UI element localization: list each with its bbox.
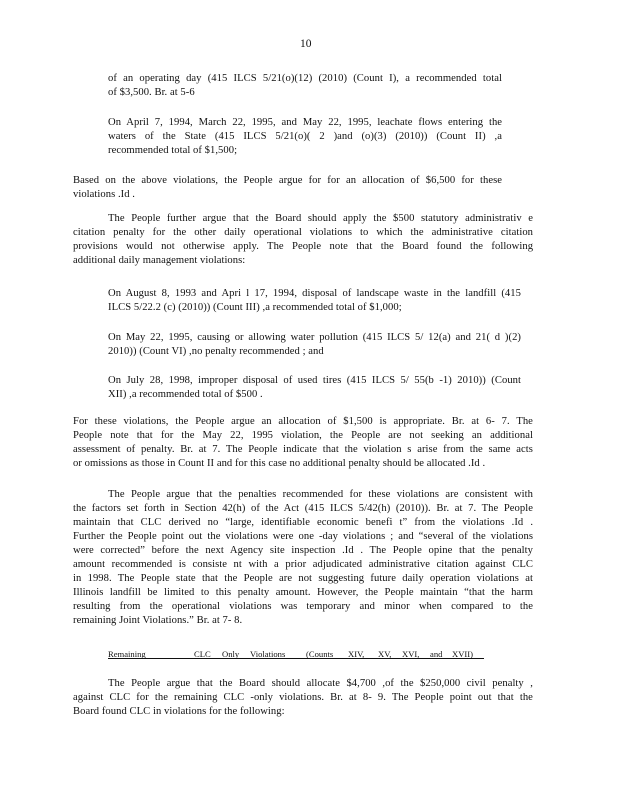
heading-word: XIV, xyxy=(348,649,365,659)
heading-word: XVI, xyxy=(402,649,420,659)
text-line: against CLC for the remaining CLC -only violations. Br. at 8- 9. The People point out that the xyxy=(73,692,533,703)
text-line: On April 7, 1994, March 22, 1995, and May 22, 1995, leachate flows entering the xyxy=(108,117,503,128)
text-line: violations .Id . xyxy=(73,189,136,200)
text-line: amount recommended is consiste nt with a prior adjudicated administrative citation against CLC xyxy=(73,559,533,570)
text-line: The People argue that the penalties recommended for these violations are consistent with xyxy=(108,489,534,500)
text-line: ILCS 5/22.2 (c) (2010)) (Count III) ,a recommended total of $1,000; xyxy=(108,302,402,313)
text-line: Based on the above violations, the People argue for for an allocation of $6,500 for these xyxy=(73,175,503,186)
heading-word: CLC xyxy=(194,649,211,659)
text-line: the factors set forth in Section 42(h) of the Act (415 ILCS 5/42(h) (2010)). Br. at 7. The People xyxy=(73,503,533,514)
heading-word: Violations xyxy=(250,649,286,659)
text-line: of $3,500. Br. at 5-6 xyxy=(108,87,195,98)
heading-word: and xyxy=(430,649,443,659)
text-line: remaining Joint Violations.” Br. at 7- 8. xyxy=(73,615,243,626)
text-line: waters of the State (415 ILCS 5/21(o)( 2 )and (o)(3) (2010)) (Count II) ,a xyxy=(108,131,502,142)
text-line: citation penalty for the other daily operational violations to which the administrative citation xyxy=(73,227,534,238)
text-line: of an operating day (415 ILCS 5/21(o)(12) (2010) (Count I), a recommended total xyxy=(108,73,502,84)
text-line: For these violations, the People argue an allocation of $1,500 is appropriate. Br. at 6- 7. The xyxy=(73,416,533,427)
text-line: Board found CLC in violations for the following: xyxy=(73,706,285,717)
page-number: 10 xyxy=(300,38,312,50)
text-line: were corrected” before the next Agency site inspection .Id . The People opine that the penalty xyxy=(73,545,533,556)
heading-word: XV, xyxy=(378,649,392,659)
text-line: On May 22, 1995, causing or allowing water pollution (415 ILCS 5/ 12(a) and 21( d )(2) xyxy=(108,332,521,343)
text-line: On July 28, 1998, improper disposal of used tires (415 ILCS 5/ 55(b -1) 2010)) (Count xyxy=(108,375,522,386)
text-line: assessment of penalty. Br. at 7. The People indicate that the violation s arise from the same acts xyxy=(73,444,533,455)
heading-underline xyxy=(108,658,484,659)
heading-word: (Counts xyxy=(306,649,334,659)
text-line: resulting from the operational violations was temporary and minor when compared to the xyxy=(73,601,534,612)
text-line: People note that for the May 22, 1995 violation, the People are not seeking an additional xyxy=(73,430,533,441)
text-line: additional daily management violations: xyxy=(73,255,246,266)
text-line: provisions would not otherwise apply. The People note that the Board found the following xyxy=(73,241,534,252)
heading-word: XVII) xyxy=(452,649,473,659)
text-line: The People further argue that the Board should apply the $500 statutory administrativ e xyxy=(108,213,533,224)
text-line: in 1998. The People state that the People are not suggesting future daily operation violations at xyxy=(73,573,533,584)
text-line: The People argue that the Board should allocate $4,700 ,of the $250,000 civil penalty , xyxy=(108,678,533,689)
text-line: Further the People point out the violations were one -day violations ; and “several of the violations xyxy=(73,531,534,542)
text-line: On August 8, 1993 and Apri l 17, 1994, disposal of landscape waste in the landfill (415 xyxy=(108,288,521,299)
text-line: recommended total of $1,500; xyxy=(108,145,238,156)
text-line: XII) ,a recommended total of $500 . xyxy=(108,389,263,400)
text-line: or omissions as those in Count II and for this case no additional penalty should be allocated .Id . xyxy=(73,458,486,469)
heading-word: Only xyxy=(222,649,240,659)
text-line: Illinois landfill be limited to this penalty amount. However, the People maintain “that the harm xyxy=(73,587,534,598)
text-line: 2010)) (Count VI) ,no penalty recommended ; and xyxy=(108,346,324,357)
text-line: maintain that CLC derived no “large, identifiable economic benefi t” from the violations .Id . xyxy=(73,517,534,528)
heading-word: Remaining xyxy=(108,649,146,659)
